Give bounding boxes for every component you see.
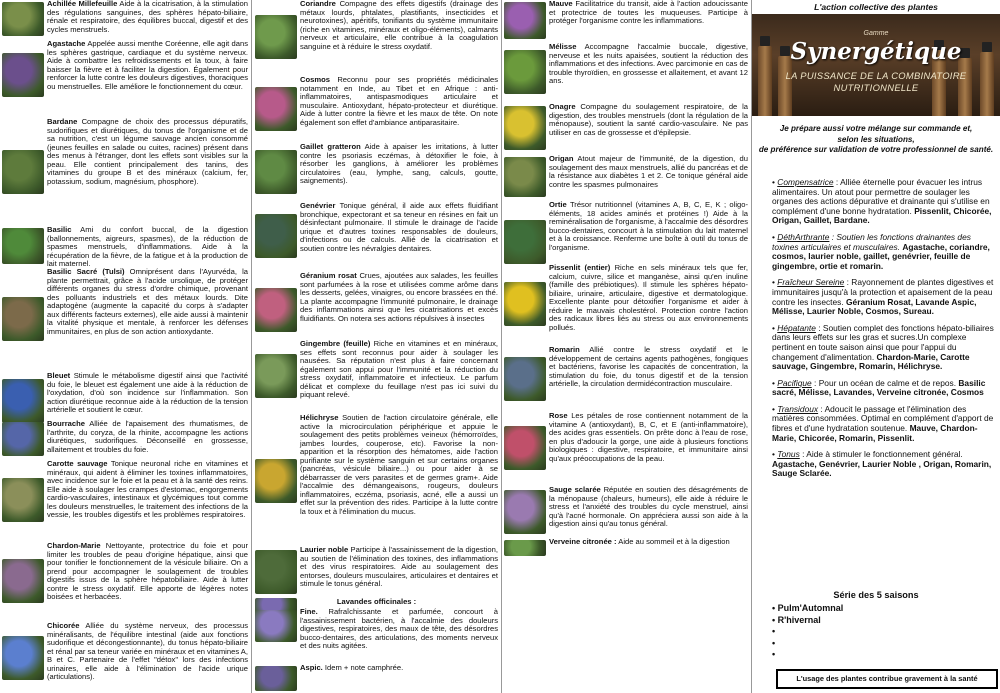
plant-name: Verveine citronée :: [549, 537, 617, 546]
plant-text: Aide à apaiser les irritations, à lutter contre les psoriasis eczémas, à détoxifier le foie, à résorber les ganglions, à améliorer les problèmes circulatoires (eau, lymphe, sang, calculs, goutte, saignements).: [300, 142, 498, 186]
plant-entry-sauge-sclaree: [502, 486, 750, 538]
plant-text: Nettoyante, protectrice du foie et pour limiter les troubles de peau d'origine hépatique, ainsi que pour tonifier le fonctionnement de la vésicule biliaire. On a prend pour accompagner le soulagement de troubles digestifs issus de la sphère hépatobiliaire. Aide à lutter contre le stress oxydatif. Elle apporte de légères notes boisées et herbacées.: [47, 541, 248, 602]
plant-description: [549, 538, 748, 558]
plant-name: Gaillet gratteron: [300, 142, 361, 151]
plant-name: Lavandes officinales :: [336, 597, 417, 606]
plant-text: Tonique neuronal riche en vitamines et minéraux, qui aident à éliminer les toxines inflammatoires, avec incidence sur le foie et la peau et à la santé des reins. Elle aide à soulager les crampes d'estomac, engorgements cardio-vasculaires, intestinaux et glycémiques tout comme les douleurs menstruelles, le traitement des infections de la vessie, les troubles digestifs et les problèmes respiratoires.: [47, 459, 248, 520]
season-item: [772, 626, 992, 638]
plant-name: Pissenlit (entier): [549, 263, 611, 272]
plant-text: Participe à l'assainissement de la digestion, au soutien de l'élimination des toxines, des inflammations et des virus respiratoires. Aide au soulagement des entorses, douleurs musculaires, articulaires et dentaires et stimule le tonus général.: [300, 545, 498, 589]
plant-description: [300, 340, 498, 412]
plant-text: Alliée du système nerveux, des processus minéralisants, de l'équilibre intestinal (aide aux fonctions sudorifique et décongestionnante), du tonus hépato-biliaire et rénal par sa teneur variée en minéraux et en vitamines A, B et C. Partenaire de l'effet "détox" lors des infections urinaires, elle aide à l'élimination de l'acide urique (articulations).: [47, 621, 248, 682]
plant-description: [549, 43, 748, 101]
season-label: R'hivernal: [777, 614, 821, 625]
plant-description: [47, 622, 248, 693]
synergy-label: Transidoux: [777, 403, 819, 414]
plant-entry-gaillet-gratteron: [253, 143, 500, 201]
synergy-text: : Rayonnement de plantes digestives et immunitaires jusqu'à la protection et apaisement de la peau contre les insectes.: [772, 277, 994, 307]
plant-text: Compagne de choix des processus dépuratifs, sudorifiques et diurétiques, du tonus de l'organisme et de sa nutrition, c'est un légume sauvage ancien consommé (jeunes feuilles en salade ou cuites, racines) présent dans des menus à l'étranger, dont les effets sont visibles sur la peau. Elle contient principalement des tanins, des vitamines du groupe B et des minéraux (calcium, fer, potassium, sodium, magnésium, phosphore).: [47, 117, 248, 186]
season-item: [772, 649, 992, 661]
plant-text: Tonique général, il aide aux effets fluidifiant bronchique, expectorant et sa teneur en résines en fait un désinfectant pulmonaire. Il stimule le drainage de l'acide urique et d'autres toxines responsables de douleurs, d'infections ou de calculs. Allié de la cicatrisation et soutien contre les névralgies dentaires.: [300, 201, 498, 253]
plant-text: Idem + note camphrée.: [324, 663, 404, 672]
plant-description: [300, 202, 498, 270]
plant-entry-achillee-millefeuille: [0, 0, 250, 38]
plant-text: Compagne du soulagement respiratoire, de la digestion, des troubles menstruels (dont la régulation de la ménopause), soutient la santé cardio-vasculaire. Ne pas utiliser en cas de grossesse et d'épilepsie.: [549, 102, 748, 137]
plant-text: Ami du confort buccal, de la digestion (ballonnements, aigreurs, spasmes), de la réduction de spasmes menstruels, d'inflammations. Aide à la récupération de la fièvre, de la fatigue et à la production de lait maternel.: [47, 225, 248, 269]
plant-photo: [255, 214, 297, 258]
plant-description: [47, 225, 248, 269]
plant-entry-bardane: [0, 118, 250, 226]
plant-entry-chardon-marie: [0, 542, 250, 620]
plant-entry-bourrache: [0, 420, 250, 458]
plant-entry-lavandes-officinales: [253, 598, 500, 607]
plant-description: [300, 607, 498, 651]
plant-name: Bleuet: [47, 371, 71, 380]
plant-text: Allié contre le stress oxydatif et le développement de certains agents pathogènes, fongiques et bactériens, favorise les capacités de concentration, la stimulation du foie, du tonus digestif et de la tension artérielle, la circulation dermidécontraction musculaire.: [549, 345, 748, 389]
plant-text: Trésor nutritionnel (vitamines A, B, C, E, K ; oligo-éléments, 18 acides aminés et protéines !) Aide à la reminéralisation de l'organisme, à l'accalmie des désordres bucco-dentaires, concourt à la stimulation du lait maternel et à la croissance. Renferme une boîte à outil du tonus de l'organisme.: [549, 200, 748, 252]
plant-name: Aspic.: [300, 663, 323, 672]
plant-text: Aide au sommeil et à la digestion: [618, 537, 730, 546]
plant-description: [47, 542, 248, 620]
plant-text: Riche en sels minéraux tels que fer, calcium, cuivre, silice et manganèse, ainsi qu'en inuline (famille des prébiotiques). Il stimule les sphères hépato-biliaire, urinaire, articulaire, digestive et dermatologique. Excellente plante pour détoxifier l'organisme et aider à réduire le mauvais cholestérol. Protection contre l'action des radicaux libres liés au stress ou aux environnements pollués.: [549, 263, 748, 332]
plant-entry-gingembre-feuille: [253, 340, 500, 412]
plant-description: [300, 76, 498, 142]
bullet-icon: •: [772, 377, 778, 388]
bullet-icon: •: [772, 626, 776, 636]
synergy-text: : Soutien complet des fonctions hépato-biliaires dans leurs effets sur les gras et sucres.Un complexe pertinent en toute saison ainsi que pour l'appui du changement d'alimentation.: [772, 322, 994, 362]
plant-entry-origan: [502, 155, 750, 199]
plant-text: Les pétales de rose contiennent notamment de la vitamine A (antioxydant), B, C, et E (anti-inflammatoire), des acides gras essentiels. On prête donc à l'eau de rose, en plus d'adoucir la gorge, une aide à plusieurs fonctions biologiques : digestive, respiratoire, et immunitaire ainsi qu'aux préoccupations de la peau.: [549, 411, 748, 463]
plant-photo: [255, 150, 297, 194]
plant-entry-helichryse: [253, 414, 500, 548]
plant-photo: [2, 297, 44, 341]
plant-photo: [2, 559, 44, 603]
plant-name: Agastache: [47, 39, 86, 48]
plant-name: Mauve: [549, 0, 573, 8]
synergy-item-tonus: [772, 450, 998, 479]
plant-photo: [504, 50, 546, 94]
plant-description: [300, 414, 498, 548]
plant-description: [549, 103, 748, 153]
synergy-banner: [752, 14, 1000, 116]
plant-photo: [504, 106, 546, 150]
plant-photo: [255, 288, 297, 332]
plant-name: Bourrache: [47, 419, 85, 428]
synergy-item-detharthrante: [772, 233, 998, 271]
column-synergy: [752, 0, 1000, 693]
synergy-plants: Agastache, coriandre, cosmos, laurier noble, gaillet, genévrier, feuille de gingembre, ortie et romarin.: [772, 241, 990, 271]
plant-description: [253, 598, 500, 607]
plant-description: [47, 268, 248, 370]
column-plants-1: [0, 0, 250, 693]
plant-entry-basilic-sacre-tulsi: [0, 268, 250, 370]
plant-text: Crues, ajoutées aux salades, les feuilles sont parfumées à la rose et utilisées comme arôme dans les desserts, gelées, vinaigres, ou encore brassées en thé. La plante accompagne l'immunité pulmonaire, le drainage des inflammations ainsi que les cicatrisations et excès fluidifiants. On notera ses actions répulsives à insectes: [300, 271, 498, 323]
plant-description: [549, 0, 748, 41]
season-item: [772, 615, 992, 627]
synergy-list: [772, 178, 998, 486]
plant-description: [47, 40, 248, 110]
synergy-label: Tonus: [777, 449, 800, 460]
synergy-label: DéthArthrante: [777, 231, 830, 242]
plant-entry-pissenlit-entier: [502, 264, 750, 344]
synergy-plants: Agastache, Genévrier, Laurier Noble , Origan, Romarin, Sauge Sclarée.: [772, 458, 992, 479]
plant-photo: [504, 357, 546, 401]
bullet-icon: •: [772, 614, 778, 625]
plant-entry-basilic: [0, 225, 250, 269]
plant-text: Facilitatrice du transit, aide à l'action adoucissante et protectrice de toutes les muqueuses. Participe à protéger l'organisme contre les inflammations.: [549, 0, 748, 26]
plant-photo: [504, 157, 546, 197]
plant-description: [549, 155, 748, 199]
plant-entry-geranium-rosat: [253, 272, 500, 348]
footer-note: L'usage des plantes contribue gravement à la santé: [776, 669, 998, 689]
plant-text: Stimule le métabolisme digestif ainsi que l'activité du foie, le bleuet est également une aide à la réduction de l'oxydation, d'où son incidence sur l'inflammation. Son action diurétique reconnue aide à la réduction de la tension artérielle et soutient le cœur.: [47, 371, 248, 415]
synergy-plants: Géranium Rosat, Lavande Aspic, Mélisse, Laurier Noble, Cosmos, Sureau.: [772, 296, 977, 317]
synergy-plants: Basilic sacré, Mélisse, Lavandes, Verveine citronée, Cosmos: [772, 377, 986, 398]
bullet-icon: •: [772, 231, 778, 242]
synergy-label: Pacifique: [777, 377, 812, 388]
plant-photo: [2, 150, 44, 194]
banner-title: Synergétique: [790, 38, 962, 65]
plant-description: [300, 272, 498, 348]
seasons-title: Série des 5 saisons: [833, 590, 919, 600]
synergy-text: : Soutien les fonctions drainantes des toxines articulaires et musculaires.: [772, 231, 971, 252]
seasons-list: [772, 603, 992, 661]
bullet-icon: •: [772, 322, 778, 333]
synergy-plants: Mauve, Chardon-Marie, Chicorée, Romarin, Pissenlit.: [772, 423, 978, 443]
synergy-text: : Pour un océan de calme et de repos.: [811, 377, 957, 388]
synergy-item-pacifique: [772, 379, 998, 398]
plant-photo: [504, 2, 546, 39]
plant-name: Coriandre: [300, 0, 336, 8]
plant-text: Omniprésent dans l'Ayurvéda, la plante permettrait, grâce à l'acide ursolique, de protéger différents organes du stress d'ordre chimique, provenant des polluants industriels et des métaux lourds. Dite adaptogène (augmente la capacité du corps à s'adapter aux différents facteurs externes), elle aide aussi à maintenir la vitalité physique et mentale, à renforcer les défenses immunitaires, en plus de son action antioxydante.: [47, 267, 248, 336]
plant-entry-agastache: [0, 40, 250, 110]
plant-photo: [255, 666, 297, 691]
plant-photo: [504, 426, 546, 470]
plant-name: Genévrier: [300, 201, 336, 210]
synergy-item-compensatrice: [772, 178, 998, 226]
synergy-item-transidoux: [772, 405, 998, 443]
plant-entry-fine: [253, 607, 500, 651]
plant-photo: [2, 636, 44, 680]
plant-description: [300, 0, 498, 74]
plant-photo: [2, 228, 44, 264]
plant-description: [549, 264, 748, 344]
plant-name: Laurier noble: [300, 545, 349, 554]
plant-name: Bardane: [47, 117, 78, 126]
plant-photo: [504, 540, 546, 556]
season-item: [772, 638, 992, 650]
synergy-label: Fraîcheur Sereine: [777, 277, 845, 288]
plant-entry-cosmos: [253, 76, 500, 142]
plant-photo: [504, 220, 546, 264]
plant-name: Rose: [549, 411, 568, 420]
bullet-icon: •: [772, 449, 778, 460]
plant-entry-carotte-sauvage: [0, 460, 250, 540]
plant-photo: [255, 459, 297, 503]
plant-name: Fine.: [300, 607, 318, 616]
plant-entry-aspic: [253, 664, 500, 693]
synergy-text: : Aide à stimuler le fonctionnement général.: [799, 449, 963, 460]
bullet-icon: •: [772, 177, 778, 187]
plant-entry-romarin: [502, 346, 750, 412]
plant-description: [300, 664, 498, 693]
plant-photo: [504, 490, 546, 534]
plant-photo: [255, 550, 297, 594]
plant-text: Aide à la cicatrisation, à la stimulation des régulations sanguines, des sphères hépato-biliaire, rénale et respiratoire, des équilibres buccal, digestif et des cycles menstruels.: [47, 0, 249, 34]
plant-entry-mauve: [502, 0, 750, 41]
plant-description: [47, 460, 248, 540]
plant-text: Réputée en soutien des désagréments de la ménopause (chaleurs, humeurs), elle aide à réduire le stress et l'anxiété des troubles du cycle menstruel, ainsi qu'à l'acné hormonale. On appréciera aussi son aide à la digestion ainsi qu'au tonus général.: [549, 485, 748, 529]
plant-text: Compagne des effets digestifs (drainage des métaux lourds, phtalates, plastifiants, insecticides et neurotoxines), apéritifs, tonifiants du système immunitaire (riche en vitamines, minéraux et oligo-éléments), calmants nerveux et articulaire, elle contribue à la coagulation sanguine et à réduire le stress oxydatif.: [300, 0, 498, 51]
banner-small-label: Gamme: [863, 30, 889, 37]
intro-text: [752, 124, 1000, 156]
plant-name: Gingembre (feuille): [300, 339, 371, 348]
season-label: Pulm'Automnal: [777, 603, 844, 613]
column-plants-3: [502, 0, 750, 693]
synergy-plants: Pissenlit, Chicorée, Origan, Gaillet, Bardane.: [772, 205, 992, 226]
banner-subtitle-2: NUTRITIONNELLE: [833, 82, 919, 93]
plant-text: Accompagne l'accalmie buccale, digestive, nerveuse et les nuits apaisées, soutient la réduction des inflammations et des infections. Avec parcimonie en cas de trouble thyroïdien, en grossesse et allaitement, et avant 12 ans.: [549, 42, 748, 86]
plant-description: [47, 118, 248, 226]
intro-line-1: Je prépare aussi votre mélange sur commande et,: [779, 124, 973, 133]
plant-photo: [2, 379, 44, 423]
plant-name: Sauge sclarée: [549, 485, 601, 494]
bullet-icon: •: [772, 403, 778, 414]
plant-entry-laurier-noble: [253, 546, 500, 598]
plant-photo: [2, 422, 44, 456]
plant-text: Rafraîchissante et parfumée, concourt à l'assainissement bactérien, à l'accalmie des douleurs digestives, respiratoires, des maux de tête, des désordres bucco-dentaires, des articulations, des moments nerveux et des nuits agitées.: [300, 607, 498, 651]
plant-photo: [255, 15, 297, 59]
plant-name: Basilic: [47, 225, 72, 234]
plant-name: Chicorée: [47, 621, 80, 630]
plant-text: Alliée de l'apaisement des rhumatismes, de l'arthrite, du coryza, de la rhinite, accompagne les actions diurétiques, sudorifiques. Déconseillé en grossesse, allaitement et troubles du foie.: [47, 419, 248, 454]
plant-photo: [2, 53, 44, 97]
plant-entry-verveine-citronee: [502, 538, 750, 558]
plant-name: Cosmos: [300, 75, 330, 84]
plant-text: Riche en vitamines et en minéraux, ses effets sont reconnus pour aider à soulager les nausées. Sa réputation n'est plus à faire concernant également son appui pour l'immunité et la réduction du stress oxydatif, inflammatoire et infectieux. Le parfum délicat et complexe du feuillage n'est pas ici suivi du piquant relevé.: [300, 339, 498, 400]
plant-entry-onagre: [502, 103, 750, 153]
plant-photo: [2, 2, 44, 36]
column-plants-2: [253, 0, 500, 693]
plant-name: Romarin: [549, 345, 580, 354]
plant-text: Soutien de l'action circulatoire générale, elle active la microcirculation périphérique et appuie le soulagement des petits problèmes veineux (hémorroïdes, jambes lourdes, couperose, etc). Favorise la non-apparition et la résorption des hématomes, aide l'action purifiante sur le système sanguin et sur certains organes (pancréas, vésicule biliaire...) ou pour aider à se débarrasser de vers parasites et de germes gram+. Aide l'accalmie des démangeaisons, rougeurs, douleurs inflammatoires, eczéma, psoriasis, acné, elle a aussi un effet sur la prévention des rides. Participe à la lutte contre la toux et à l'élimination du mucus.: [300, 413, 498, 517]
bullet-icon: •: [772, 649, 776, 659]
plant-name: Achillée Millefeuille: [47, 0, 118, 8]
intro-line-3: de préférence sur validation de votre professionnel de santé.: [758, 145, 994, 154]
plant-text: Atout majeur de l'immunité, de la digestion, du soulagement des maux menstruels, allié du pancréas et de la résistance aux diabètes 1 et 2. Ce tonique général aide contre les spasmes pulmonaires: [549, 154, 748, 189]
plant-name: Mélisse: [549, 42, 577, 51]
plant-entry-chicoree: [0, 622, 250, 693]
synergy-text: : Adoucit le passage et l'élimination des matières consommées. Optimal en complément d'apport de fibres et d'une hydratation soutenue.: [772, 403, 994, 434]
plant-name: Hélichryse: [300, 413, 339, 422]
plant-photo: [255, 354, 297, 398]
synergy-item-hepatante: [772, 324, 998, 372]
bullet-icon: •: [772, 277, 778, 288]
plant-name: Origan: [549, 154, 574, 163]
plant-name: Ortie: [549, 200, 567, 209]
synergy-label: Hépatante: [777, 322, 816, 333]
intro-line-2: selon les situations,: [837, 134, 915, 144]
plant-entry-genevrier: [253, 202, 500, 270]
plant-description: [549, 486, 748, 538]
banner-subtitle-1: LA PUISSANCE DE LA COMBINATOIRE: [785, 70, 967, 81]
plant-name: Onagre: [549, 102, 576, 111]
plant-description: [549, 346, 748, 412]
synergy-item-fraicheur-sereine: [772, 278, 998, 316]
plant-description: [47, 420, 248, 458]
plant-name: Géranium rosat: [300, 271, 357, 280]
plant-text: Appelée aussi menthe Coréenne, elle agit dans les sphères gastrique, cardiaque et du système nerveux. Aide à combattre les refroidissements et la toux, à faire baisser la fièvre et à faciliter la digestion. Également pour renforcer la lutte contre les douleurs digestives, thoraciques ou menstruelles. Elle améliore le fonctionnement du cœur.: [47, 39, 249, 91]
plant-photo: [2, 478, 44, 522]
section-header: L'action collective des plantes: [814, 2, 938, 12]
plant-entry-coriandre: [253, 0, 500, 74]
plant-photo: [255, 610, 297, 642]
plant-entry-melisse: [502, 43, 750, 101]
plant-name: Basilic Sacré (Tulsi): [47, 267, 125, 276]
bullet-icon: •: [772, 603, 778, 613]
plant-text: Reconnu pour ses propriétés médicinales notamment en Inde, au Tibet et en Afrique : anti-inflammatoires, antispasmodiques articulaire et musculaire. Antioxydant, hépato-protecteur et diurétique. Aide à lutter contre la fièvre et les maux de tête. On note également son effet d'ambiance antiparasitaire.: [300, 75, 498, 127]
synergy-plants: Chardon-Marie, Carotte sauvage, Gingembre, Romarin, Hélichryse.: [772, 351, 970, 372]
plant-photo: [255, 87, 297, 131]
season-item: [772, 603, 992, 615]
plant-description: [300, 143, 498, 201]
plant-description: [549, 412, 748, 484]
synergy-label: Compensatrice: [777, 177, 834, 187]
plant-name: Carotte sauvage: [47, 459, 108, 468]
bullet-icon: •: [772, 637, 776, 648]
synergy-text: : Alliée éternelle pour évacuer les intrus alimentaires. Un atout pour permettre de soulager les organes des actions dépurative et drainante qui s'utilise en complément d'une bonne hydratation.: [772, 177, 990, 216]
plant-photo: [504, 282, 546, 326]
plant-name: Chardon-Marie: [47, 541, 101, 550]
plant-description: [300, 546, 498, 598]
plant-description: [47, 0, 248, 38]
plant-entry-rose: [502, 412, 750, 484]
